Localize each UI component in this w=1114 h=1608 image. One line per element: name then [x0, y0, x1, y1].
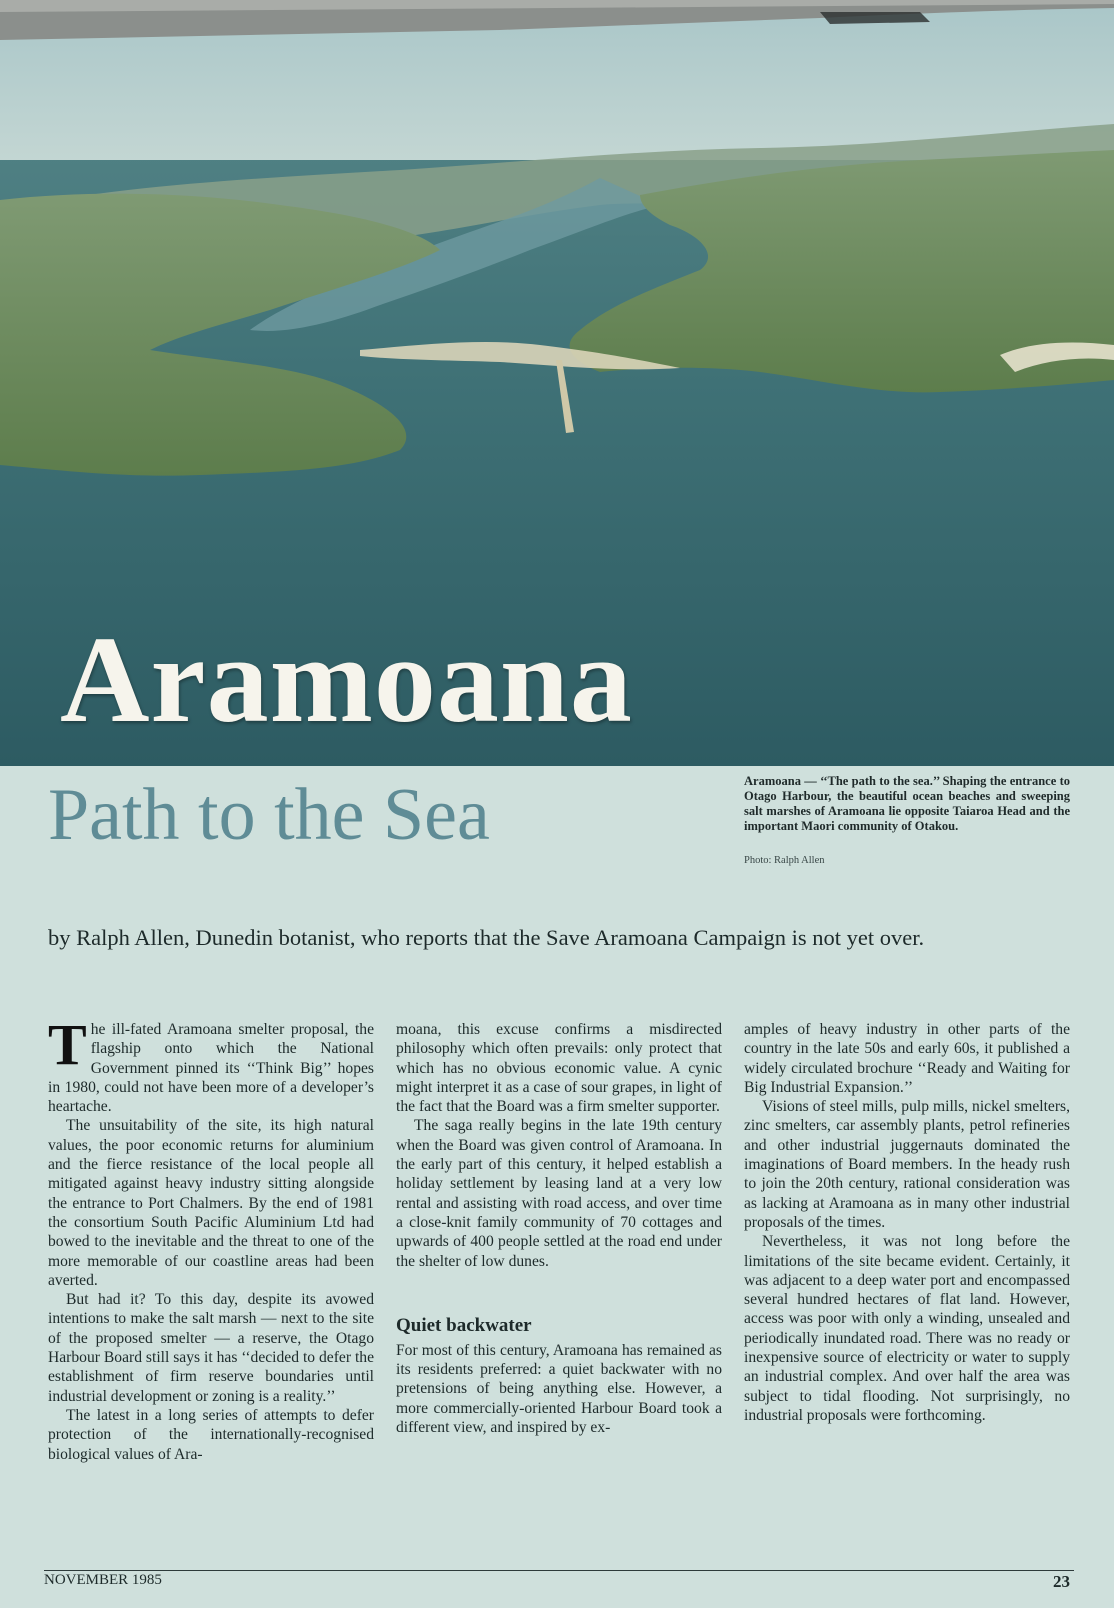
article-column-2	[396, 1020, 722, 1437]
article-subtitle: Path to the Sea	[48, 774, 490, 856]
paragraph: For most of this century, Aramoana has remained as its residents preferred: a quiet backwater with no pretensions of being anything else. However, a more commercially-oriented Harbour Board took a different view, and inspired by ex-	[396, 1341, 722, 1437]
byline: by Ralph Allen, Dunedin botanist, who reports that the Save Aramoana Campaign is not yet over.	[48, 925, 925, 950]
paragraph: The unsuitability of the site, its high natural values, the poor economic returns for aluminium and the fierce resistance of the local people all mitigated against heavy industry sitting alongside the entrance to Port Chalmers. By the end of 1981 the consortium South Pacific Aluminium Ltd had bowed to the inevitable and the threat to one of the more memorable of our coastline areas had been averted.	[48, 1117, 374, 1289]
paragraph: moana, this excuse confirms a misdirected philosophy which often prevails: only protect that which has no obvious economic value. A cynic might interpret it as a case of sour grapes, in light of the fact that the Board was a firm smelter supporter.	[396, 1021, 722, 1116]
paragraph	[48, 1012, 374, 1116]
section-heading: Quiet backwater	[396, 1314, 532, 1336]
photo-credit: Photo: Ralph Allen	[744, 855, 825, 866]
footer-date: NOVEMBER 1985	[44, 1572, 162, 1588]
drop-cap: T	[48, 1012, 87, 1077]
paragraph: Visions of steel mills, pulp mills, nickel smelters, zinc smelters, car assembly plants, petrol refineries and other industrial juggernauts dominated the imaginations of Board members. In the heady rush to join the 20th century, rational consideration was as lacking at Aramoana as in many other industrial proposals of the times.	[744, 1098, 1070, 1231]
photo-caption: Aramoana — ‘‘The path to the sea.’’ Shaping the entrance to Otago Harbour, the beautiful ocean beaches and sweeping salt marshes of Aramoana lie opposite Taiaroa Head and the important Maori community of Otakou.	[744, 774, 1070, 833]
paragraph: The latest in a long series of attempts to defer protection of the internationally-recognised biological values of Ara-	[48, 1406, 374, 1463]
footer-rule	[44, 1570, 1074, 1571]
paragraph-text: he ill-fated Aramoana smelter proposal, the flagship onto which the National Government pinned its ‘‘Think Big’’ hopes in 1980, could not have been more of a developer’s heartache.	[48, 1021, 374, 1116]
paragraph: The saga really begins in the late 19th century when the Board was given control of Aramoana. In the early part of this century, it helped establish a holiday settlement by leasing land at a very low rental and assisting with road access, and over time a close-knit family community of 70 cottages and upwards of 400 people settled at the road end under the shelter of low dunes.	[396, 1117, 722, 1270]
paragraph: But had it? To this day, despite its avowed intentions to make the salt marsh — next to the site of the proposed smelter — a reserve, the Otago Harbour Board still says it has ‘‘decided to defer the establishment of firm reserve boundaries until industrial development or zoning is a reality.’’	[48, 1291, 374, 1405]
article-column-1	[48, 1012, 374, 1464]
article-column-3	[744, 1020, 1070, 1425]
paragraph: amples of heavy industry in other parts of the country in the late 50s and early 60s, it published a widely circulated brochure ‘‘Ready and Waiting for Big Industrial Expansion.’’	[744, 1021, 1070, 1096]
article-title: Aramoana	[60, 611, 633, 748]
paragraph: Nevertheless, it was not long before the limitations of the site became evident. Certainly, it was adjacent to a deep water port and encompassed several hundred hectares of flat land. However, access was poor with only a winding, unsealed and periodically inundated road. There was no ready or inexpensive source of electricity or water to supply an industrial complex. And over half the area was subject to tidal flooding. Not surprisingly, no industrial proposals were forthcoming.	[744, 1233, 1070, 1424]
page-number: 23	[1053, 1572, 1070, 1591]
